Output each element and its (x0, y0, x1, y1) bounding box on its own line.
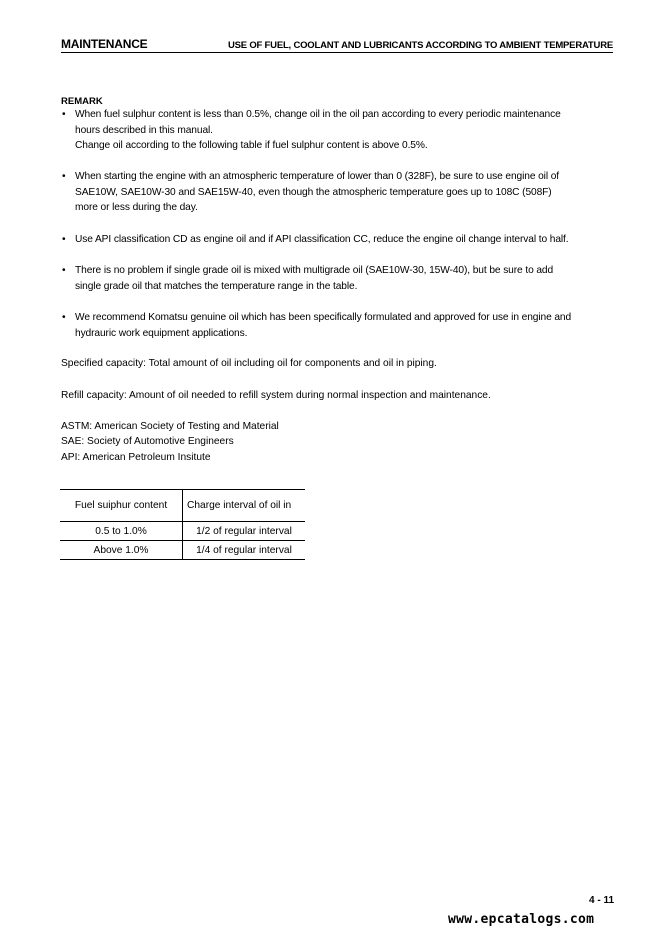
page-number: 4 - 11 (589, 895, 615, 906)
remark-item-line: There is no problem if single grade oil is mixed with multigrade oil (SAE10W-30, 15W-40), but be sure to add (75, 265, 554, 276)
remark-item-3 (62, 232, 620, 248)
bullet-icon: • (62, 171, 66, 182)
remark-item-line: Change oil according to the following table if fuel sulphur content is above 0.5%. (75, 140, 428, 151)
bullet-icon: • (62, 109, 66, 120)
remark-item-line: We recommend Komatsu genuine oil which has been specifically formulated and approved for use in engine and (75, 312, 572, 323)
bullet-icon: • (62, 265, 66, 276)
column-header: Fuel suiphur content (60, 490, 183, 522)
remark-item-1 (62, 107, 620, 154)
api-definition: API: American Petroleum Insitute (61, 452, 211, 463)
page-header (61, 37, 613, 53)
remark-item-line: SAE10W, SAE10W-30 and SAE15W-40, even though the atmospheric temperature goes up to 108C (508F) (75, 186, 552, 198)
table-row (60, 541, 305, 560)
specified-capacity-definition: Specified capacity: Total amount of oil including oil for components and oil in piping. (61, 358, 437, 369)
remark-item-2 (62, 169, 620, 216)
table-row (60, 522, 305, 541)
column-header: Charge interval of oil in (183, 490, 306, 522)
table-cell: 0.5 to 1.0% (60, 522, 183, 541)
remark-item-line: single grade oil that matches the temperature range in the table. (75, 280, 358, 292)
watermark-url: www.epcatalogs.com (448, 912, 595, 927)
remark-item-line: When fuel sulphur content is less than 0.5%, change oil in the oil pan according to every periodic maintenance (75, 109, 561, 120)
remark-item-line: Use API classification CD as engine oil and if API classification CC, reduce the engine oil change interval to half. (75, 234, 569, 245)
section-title: MAINTENANCE (61, 37, 148, 51)
table-cell: 1/4 of regular interval (183, 541, 306, 560)
remark-item-4 (62, 263, 620, 294)
remark-item-line: hours described in this manual. (75, 124, 213, 136)
remark-item-line: When starting the engine with an atmospheric temperature of lower than 0 (328F), be sure to use engine oil of (75, 171, 560, 182)
remark-item-line: hydrauric work equipment applications. (75, 327, 248, 339)
table-cell: 1/2 of regular interval (183, 522, 306, 541)
table-header-row (60, 490, 305, 522)
chapter-title: USE OF FUEL, COOLANT AND LUBRICANTS ACCORDING TO AMBIENT TEMPERATURE (227, 40, 613, 51)
sae-definition: SAE: Society of Automotive Engineers (61, 436, 234, 447)
remark-heading: REMARK (61, 96, 103, 107)
remark-item-5 (62, 310, 620, 341)
table-cell: Above 1.0% (60, 541, 183, 560)
bullet-icon: • (62, 312, 66, 323)
astm-definition: ASTM: American Society of Testing and Material (61, 421, 279, 432)
oil-change-interval-table (60, 489, 305, 560)
refill-capacity-definition: Refill capacity: Amount of oil needed to refill system during normal inspection and maintenance. (61, 390, 491, 401)
remark-item-line: more or less during the day. (75, 202, 198, 213)
bullet-icon: • (62, 234, 66, 245)
